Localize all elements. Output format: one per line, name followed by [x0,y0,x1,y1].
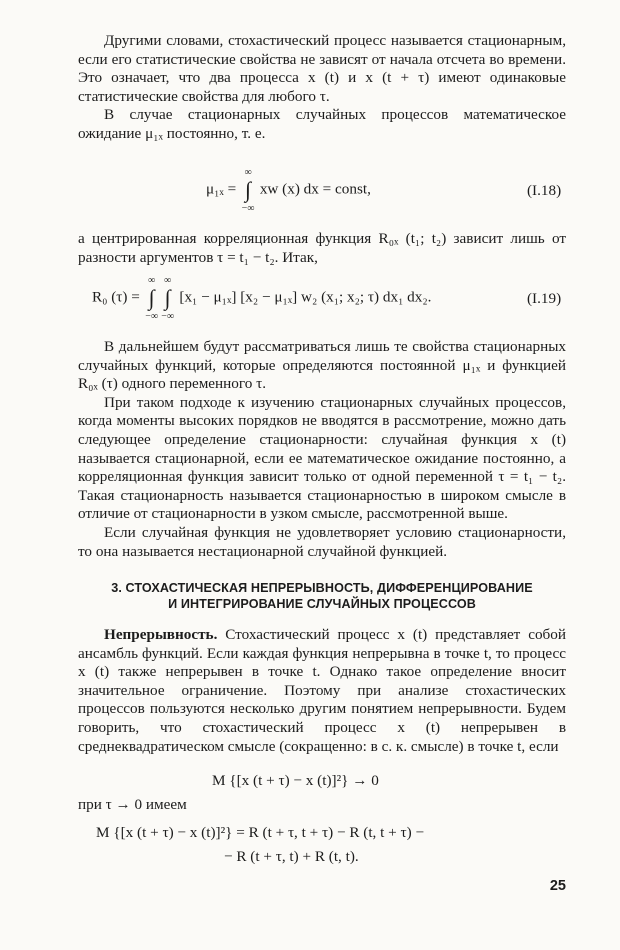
section-heading: 3. СТОХАСТИЧЕСКАЯ НЕПРЕРЫВНОСТЬ, ДИФФЕРЕНЦИРОВАНИЕ И ИНТЕГРИРОВАНИЕ СЛУЧАЙНЫХ ПРОЦЕССОВ [111,581,533,611]
equation-expansion-line2: − R (t + τ, t) + R (t, t). [224,848,359,865]
integral-sign: ∞ ∫ −∞ [145,275,158,322]
paragraph-continuity: Непрерывность. Стохастический процесс x (t) представляет собой ансамбль функций. Если каждая функция непрерывна в точке t, то процесс x (t) также непрерывен в точке t. Однако такое определение вносит значительное ограничение. Поэтому при анализе стохастических процессов пользуются несколько другим понятием непрерывности. Будем говорить, что стохастический процесс x (t) непрерывен в среднеквадратическом смысле (сокращенно: в с. к. смысле) в точке t, если [78,626,566,755]
equation-number-I18: (I.18) [527,182,562,199]
paragraph-stationarity-definition: Другими словами, стохастический процесс называется стационарным, если его статистические свойства не зависят от начала отсчета во времени. Это означает, что два процесса x (t) и x (t + τ) имеют одинаковые статистические свойства для любого τ. В случае стационарных случайных процессов математическое ожидание μ₁ₓ постоянно, т. е. [78,32,566,142]
page-number: 25 [549,878,566,894]
paragraph-correlation: а центрированная корреляционная функция R₀ₓ (t₁; t₂) зависит лишь от разности аргументов τ = t₁ − t₂. Итак, [78,230,566,266]
runin-heading: Непрерывность. [104,626,218,643]
paragraph-limit: при τ → 0 имеем [78,796,187,813]
integral-sign: ∞ ∫ −∞ [241,167,255,214]
equation-continuity: M {[x (t + τ) − x (t)]²} → 0 [212,772,379,789]
paragraph-wide-sense: В дальнейшем будут рассматриваться лишь те свойства стационарных случайных функций, которые определяются постоянной μ₁ₓ и функцией R₀ₓ (τ) одного переменного τ. При таком подходе к изучению стационарных случайных процессов, когда моменты высоких порядков не вводятся в рассмотрение, можно дать следующее определение стационарности: случайная функция x (t) называется стационарной, если ее математическое ожидание постоянно, а корреляционная функция зависит только от одной переменной τ = t₁ − t₂. Такая стационарность называется стационарностью в широком смысле в отличие от стационарности в узком смысле, рассмотренной выше. Если случайная функция не удовлетворяет условию стационарности, то она называется нестационарной случайной функцией. [78,338,566,560]
equation-expansion-line1: M {[x (t + τ) − x (t)]²} = R (t + τ, t + τ) − R (t, t + τ) − [96,824,425,841]
equation-number-I19: (I.19) [527,290,562,307]
integral-sign: ∞ ∫ −∞ [161,275,174,322]
equation-I19: R₀ (τ) = ∞ ∫ −∞ ∞ ∫ −∞ [x₁ − μ₁ₓ] [x₂ − μ₁ₓ] w₂ (x₁; x₂; τ) dx₁ dx₂. [92,275,432,322]
equation-I18: μ₁ₓ = ∞ ∫ −∞ xw (x) dx = const, [206,167,371,214]
